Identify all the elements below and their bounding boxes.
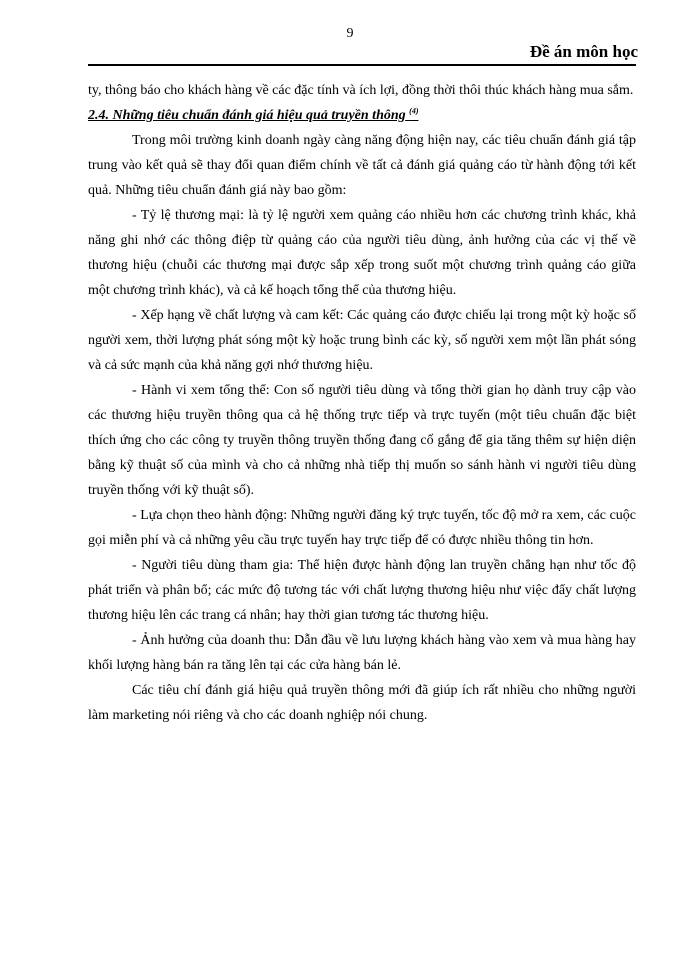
paragraph-quality-rating: - Xếp hạng về chất lượng và cam kết: Các quảng cáo được chiếu lại trong một kỳ hoặc số người xem, thời lượng phát sóng một kỳ hoặc trung bình các kỳ, số người xem một lần phát sóng và cả sức mạnh của khả năng gợi nhớ thương hiệu. xyxy=(88,308,636,373)
document-body xyxy=(88,78,636,728)
document-header-title: Đề án môn học xyxy=(529,42,638,61)
intro-continuation: ty, thông báo cho khách hàng về các đặc tính và ích lợi, đồng thời thôi thúc khách hàng mua sắm. xyxy=(88,83,634,98)
section-reference: (4) xyxy=(409,106,419,116)
section-heading xyxy=(88,103,636,128)
section-heading-text: 2.4. Những tiêu chuẩn đánh giá hiệu quả truyền thông xyxy=(88,108,406,123)
paragraph-intro: Trong môi trường kinh doanh ngày càng năng động hiện nay, các tiêu chuẩn đánh giá tập trung vào kết quả sẽ thay đổi quan điểm chính về tất cả đánh giá quảng cáo từ hành động tới kết quả. Những tiêu chuẩn đánh giá này bao gồm: xyxy=(88,133,636,198)
paragraph-conclusion: Các tiêu chí đánh giá hiệu quả truyền thông mới đã giúp ích rất nhiều cho những người làm marketing nói riêng và cho các doanh nghiệp nói chung. xyxy=(88,683,636,723)
paragraph-commercial-ratio: - Tỷ lệ thương mại: là tỷ lệ người xem quảng cáo nhiều hơn các chương trình khác, khả năng ghi nhớ các thông điệp từ quảng cáo của người tiêu dùng, ảnh hưởng của các vị thế về thương hiệu (chuỗi các thương mại được sắp xếp trong suốt một chương trình quảng cáo giữa một chương trình khác), và cả kế hoạch tổng thể của thương hiệu. xyxy=(88,208,636,298)
header-divider xyxy=(88,64,636,66)
paragraph-viewing-behavior: - Hành vi xem tổng thể: Con số người tiêu dùng và tổng thời gian họ dành truy cập vào các thương hiệu truyền thông qua cả hệ thống trực tiếp và trực tuyến (một tiêu chuẩn đặc biệt thích ứng cho các công ty truyền thông truyền thống đang cố gắng để gia tăng thêm sự hiện diện bằng kỹ thuật số của mình và cho cả những nhà tiếp thị muốn so sánh hành vi người tiêu dùng truyền thống với kỹ thuật số). xyxy=(88,383,636,498)
page-number: 9 xyxy=(346,26,354,41)
paragraph-action-choice: - Lựa chọn theo hành động: Những người đăng ký trực tuyến, tốc độ mở ra xem, các cuộc gọi miễn phí và cả những yêu cầu trực tuyến hay trực tiếp để có được nhiều thông tin hơn. xyxy=(88,508,636,548)
paragraph-consumer-engagement: - Người tiêu dùng tham gia: Thể hiện được hành động lan truyền chẳng hạn như tốc độ phát triển và phân bổ; các mức độ tương tác với chất lượng thương hiệu như việc đẩy chất lượng thương hiệu lên các trang cá nhân; hay thời gian tương tác thương hiệu. xyxy=(88,558,636,623)
paragraph-revenue-impact: - Ảnh hưởng của doanh thu: Dẫn đầu về lưu lượng khách hàng vào xem và mua hàng hay khối lượng hàng bán ra tăng lên tại các cửa hàng bán lẻ. xyxy=(88,633,636,673)
